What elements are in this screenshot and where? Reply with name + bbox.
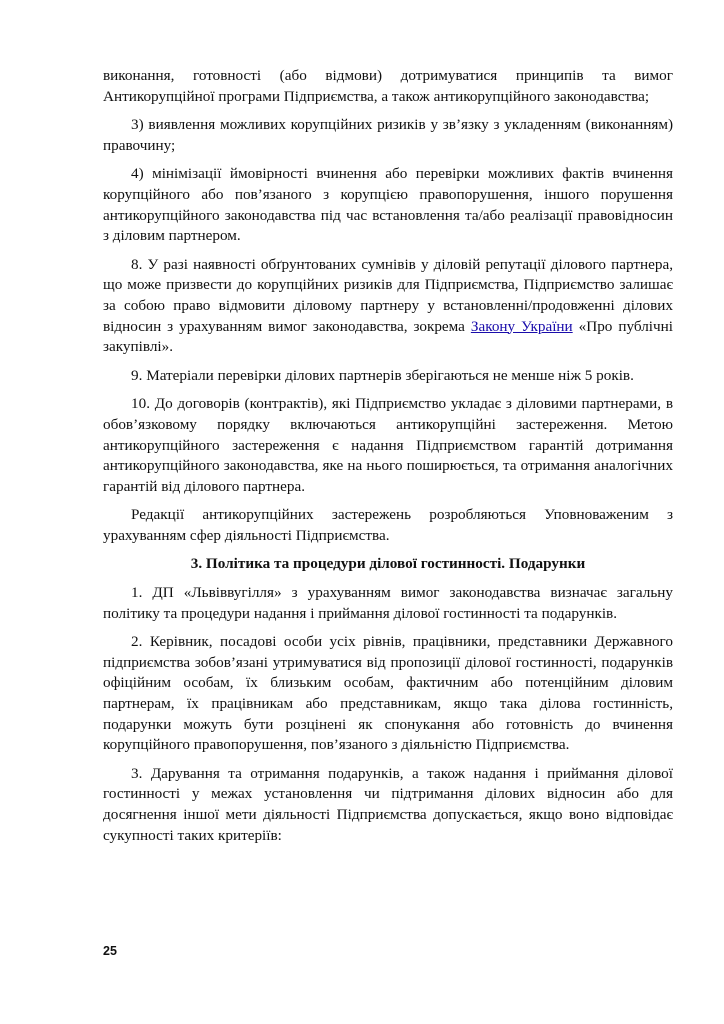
paragraph-item-3: 3) виявлення можливих корупційних ризиків у зв’язку з укладенням (виконанням) правочину; — [103, 116, 673, 154]
paragraph-clause-editions: Редакції антикорупційних застережень розробляються Уповноваженим з урахуванням сфер діяльності Підприємства. — [103, 506, 673, 544]
clause-8-text-before: 8. У разі наявності обґрунтованих сумнівів у діловій репутації ділового партнера, що може призвести до корупційних ризиків для Підприємства, Підприємство залишає за собою право відмовити діловому партнеру у встановленні/продовженні ділових відносин з урахуванням вимог законодавства, зокрема — [103, 255, 673, 335]
paragraph-section3-clause-3: 3. Дарування та отримання подарунків, а також надання і приймання ділової гостинності у межах установлення чи підтримання ділових відносин або для досягнення іншої мети діяльності Підприємства допускається, якщо воно відповідає сукупності таких критеріїв: — [103, 764, 673, 844]
document-page — [103, 66, 673, 854]
clause-8-text-after: «Про публічні закупівлі». — [103, 317, 673, 356]
paragraph-clause-9: 9. Матеріали перевірки ділових партнерів зберігаються не менше ніж 5 років. — [131, 366, 634, 384]
law-of-ukraine-link[interactable]: Закону України — [470, 317, 573, 335]
paragraph-item-4: 4) мінімізації ймовірності вчинення або перевірки можливих фактів вчинення корупційного або пов’язаного з корупцією правопорушення, іншого порушення антикорупційного законодавства під час встановлення та/або реалізації правовідносин з діловим партнером. — [103, 165, 673, 245]
paragraph-clause-8 — [103, 255, 673, 358]
paragraph-section3-clause-2: 2. Керівник, посадові особи усіх рівнів, працівники, представники Державного підприємства зобов’язані утримуватися від пропозиції ділової гостинності, подарунків офіційним особам, їх близьким особам, фактичним або потенційним діловим партнерам, їх працівникам або представникам, якщо така ділова гостинність, подарунки можуть бути розцінені як спонукання або готовність до вчинення корупційного правопорушення, пов’язаного з діяльністю Підприємства. — [103, 633, 673, 754]
paragraph-clause-10: 10. До договорів (контрактів), які Підприємство укладає з діловими партнерами, в обов’язковому порядку включаються антикорупційні застереження. Метою антикорупційного застереження є надання Підприємством гарантій дотримання антикорупційного законодавства, яке на нього поширюється, та отримання аналогічних гарантій від ділового партнера. — [103, 395, 673, 495]
paragraph-continuation: виконання, готовності (або відмови) дотримуватися принципів та вимог Антикорупційної програми Підприємства, а також антикорупційного законодавства; — [103, 67, 673, 105]
paragraph-section3-clause-1: 1. ДП «Львіввугілля» з урахуванням вимог законодавства визначає загальну політику та процедури надання і приймання ділової гостинності та подарунків. — [103, 584, 673, 622]
section-heading: 3. Політика та процедури ділової гостинності. Подарунки — [190, 555, 586, 573]
page-number: 25 — [103, 944, 117, 958]
